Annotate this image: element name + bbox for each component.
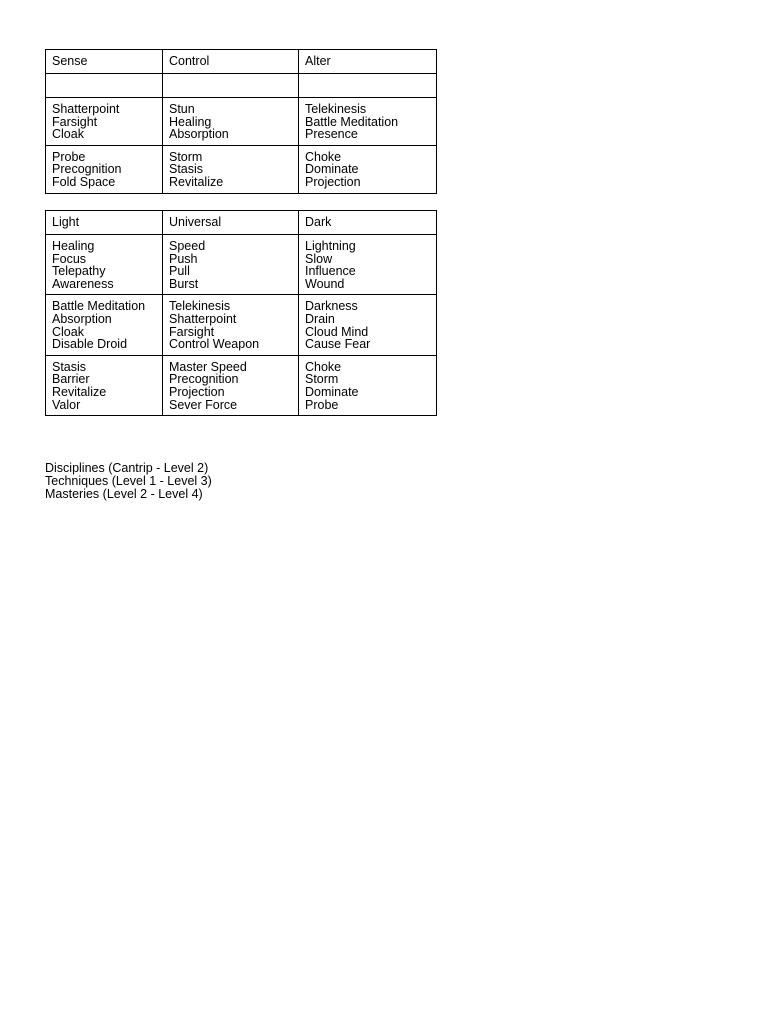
table-cell bbox=[299, 98, 437, 146]
power-name: Control Weapon bbox=[169, 337, 260, 352]
power-name: Healing bbox=[169, 114, 212, 129]
power-name: Shatterpoint bbox=[169, 311, 237, 326]
power-name: Projection bbox=[305, 174, 361, 189]
table-row bbox=[46, 355, 437, 415]
power-name: Stasis bbox=[52, 359, 87, 374]
power-name: Probe bbox=[305, 397, 339, 412]
power-name: Presence bbox=[305, 127, 358, 142]
level-notes bbox=[45, 462, 212, 500]
header-cell: Sense bbox=[46, 50, 163, 74]
power-name: Projection bbox=[169, 384, 225, 399]
power-name: Telepathy bbox=[52, 264, 106, 279]
power-name: Healing bbox=[52, 239, 95, 253]
table-cell bbox=[46, 295, 163, 355]
table-row bbox=[46, 98, 437, 146]
power-name: Revitalize bbox=[52, 384, 107, 399]
table-cell bbox=[163, 295, 299, 355]
note-masteries: Masteries (Level 2 - Level 4) bbox=[45, 486, 203, 501]
power-name: Wound bbox=[305, 276, 345, 291]
table-cell bbox=[46, 355, 163, 415]
table-cell bbox=[163, 145, 299, 193]
power-name: Speed bbox=[169, 239, 206, 253]
power-name: Awareness bbox=[52, 276, 114, 291]
power-name: Shatterpoint bbox=[52, 102, 120, 116]
table-cell bbox=[299, 235, 437, 295]
note-techniques: Techniques (Level 1 - Level 3) bbox=[45, 473, 212, 488]
table-cell bbox=[299, 355, 437, 415]
table-cell bbox=[299, 74, 437, 98]
power-name: Dominate bbox=[305, 162, 359, 177]
power-name: Cloak bbox=[52, 127, 84, 142]
table-row bbox=[46, 74, 437, 98]
power-name: Farsight bbox=[52, 114, 98, 129]
table-row bbox=[46, 235, 437, 295]
table-cell bbox=[163, 355, 299, 415]
power-name: Lightning bbox=[305, 239, 356, 253]
table-header-row bbox=[46, 50, 437, 74]
header-cell: Alter bbox=[299, 50, 437, 74]
power-name: Cause Fear bbox=[305, 337, 371, 352]
power-name: Storm bbox=[305, 372, 339, 387]
power-name: Focus bbox=[52, 251, 87, 266]
table-cell bbox=[163, 235, 299, 295]
table-cell bbox=[46, 145, 163, 193]
power-name: Telekinesis bbox=[305, 102, 367, 116]
force-category-table bbox=[45, 49, 437, 194]
power-name: Slow bbox=[305, 251, 333, 266]
power-name: Stun bbox=[169, 102, 195, 116]
power-name: Battle Meditation bbox=[305, 114, 399, 129]
power-name: Burst bbox=[169, 276, 199, 291]
power-name: Farsight bbox=[169, 324, 215, 339]
power-name: Battle Meditation bbox=[52, 299, 146, 314]
table-cell bbox=[163, 74, 299, 98]
power-name: Drain bbox=[305, 311, 335, 326]
table-cell bbox=[299, 295, 437, 355]
power-name: Barrier bbox=[52, 372, 90, 387]
power-name: Absorption bbox=[52, 311, 112, 326]
table-cell bbox=[299, 145, 437, 193]
power-name: Cloak bbox=[52, 324, 84, 339]
power-name: Precognition bbox=[169, 372, 239, 387]
header-cell: Universal bbox=[163, 211, 299, 235]
power-name: Precognition bbox=[52, 162, 122, 177]
table-cell bbox=[46, 74, 163, 98]
power-name: Stasis bbox=[169, 162, 204, 177]
power-name: Revitalize bbox=[169, 174, 224, 189]
power-name: Telekinesis bbox=[169, 299, 231, 314]
power-name: Cloud Mind bbox=[305, 324, 369, 339]
table-cell bbox=[46, 235, 163, 295]
header-cell: Dark bbox=[299, 211, 437, 235]
table-row bbox=[46, 295, 437, 355]
power-name: Fold Space bbox=[52, 174, 116, 189]
power-name: Master Speed bbox=[169, 359, 247, 374]
power-name: Probe bbox=[52, 149, 86, 164]
power-name: Dominate bbox=[305, 384, 359, 399]
table-cell bbox=[46, 98, 163, 146]
table-header-row bbox=[46, 211, 437, 235]
power-name: Pull bbox=[169, 264, 190, 279]
power-name: Storm bbox=[169, 149, 203, 164]
force-alignment-table bbox=[45, 210, 437, 416]
table-row bbox=[46, 145, 437, 193]
power-name: Darkness bbox=[305, 299, 358, 314]
power-name: Choke bbox=[305, 359, 342, 374]
note-disciplines: Disciplines (Cantrip - Level 2) bbox=[45, 461, 209, 475]
header-cell: Control bbox=[163, 50, 299, 74]
table-cell bbox=[163, 98, 299, 146]
power-name: Influence bbox=[305, 264, 356, 279]
power-name: Valor bbox=[52, 397, 81, 412]
power-name: Choke bbox=[305, 149, 342, 164]
power-name: Disable Droid bbox=[52, 337, 128, 352]
header-cell: Light bbox=[46, 211, 163, 235]
power-name: Absorption bbox=[169, 127, 229, 142]
power-name: Sever Force bbox=[169, 397, 238, 412]
power-name: Push bbox=[169, 251, 198, 266]
